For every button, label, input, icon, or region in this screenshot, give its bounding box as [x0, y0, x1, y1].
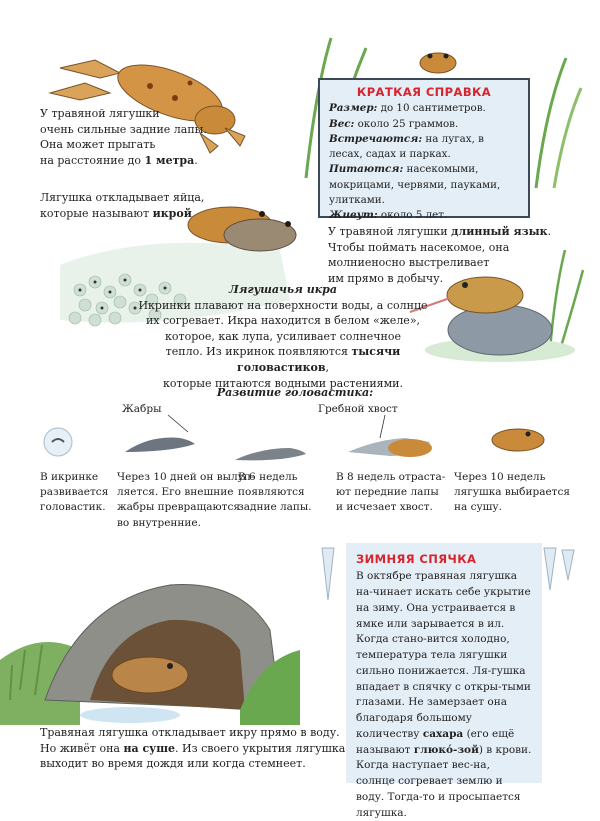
spawn-section: Лягушачья икра Икринки плавают на поверхности воды, а солнце их согревает. Икра находится в белом «желе», которое, как лупа, усиливает солнечное тепло. Из икринок появляются тысячи головастиков, которые питаются водными растениями. [118, 282, 448, 391]
gills-label: Жабры [122, 403, 162, 415]
stage-3-caption: В 6 недель появляются задние лапы. [238, 471, 312, 514]
hibernation-text: В октябре травяная лягушка на-чинает искать себе укрытие на зиму. Она устраивается в ямке или зарывается в ил. Когда стано-вится холодно, температура тела лягушки сильно понижается. Ля-гушка впадает в спячку с откры-тыми глазами. Не замерзает она благодаря большому количеству сахара (его ещё называют глюко́-зой) в крови. Когда наступает вес-на, солнце согревает землю и воду. Тогда-то и просыпается лягушка. [356, 570, 532, 819]
tail-label: Гребной хвост [318, 403, 398, 415]
stage-1-caption: В икринке развивается головастик. [40, 471, 109, 514]
tongue-description: У травяной лягушки длинный язык. Чтобы поймать насекомое, она молниеносно выстреливает им прямо в добычу. [328, 225, 552, 285]
fact-size: Размер: до 10 сантиметров. [329, 102, 486, 115]
jump-line: на расстояние до 1 метра. [40, 153, 198, 167]
jump-line: У травяной лягушки [40, 107, 160, 120]
eggs-description: Лягушка откладывает яйца, которые называют икрой. [40, 191, 205, 220]
stage-4-caption: В 8 недель отраста- ют передние лапы и исчезает хвост. [336, 471, 446, 514]
development-title: Развитие головастика: [216, 386, 374, 399]
hibernation-title: ЗИМНЯЯ СПЯЧКА [356, 552, 477, 566]
fact-weight: Вес: около 25 граммов. [329, 117, 459, 130]
spawn-title: Лягушачья икра [229, 283, 337, 296]
tadpole-stages-illustration [30, 410, 570, 475]
land-life-description: Травяная лягушка откладывает икру прямо в воду. Но живёт она на суше. Из своего укрытия лягушка выходит во время дождя или когда стемнеет. [40, 726, 346, 771]
stage-5-caption: Через 10 недель лягушка выбирается на сушу. [454, 471, 570, 514]
quick-facts-box [318, 78, 530, 221]
fact-habitat: Встречаются: на лугах, в лесах, садах и парках. [329, 132, 484, 161]
quick-facts-title: КРАТКАЯ СПРАВКА [356, 85, 492, 99]
stage-2-caption: Через 10 дней он вылуп- ляется. Его внешние жабры превращаются во внутренние. [117, 471, 255, 529]
hibernation-box [346, 543, 542, 819]
jump-line: Она может прыгать [40, 138, 156, 152]
fact-lifespan: Живут: около 5 лет. [329, 208, 448, 221]
jump-line: очень сильные задние лапы. [40, 122, 207, 136]
jump-description [40, 106, 207, 168]
fact-food: Питаются: насекомыми, мокрицами, червями, пауками, улитками. [329, 163, 501, 206]
frog-shelter-illustration [0, 540, 300, 725]
